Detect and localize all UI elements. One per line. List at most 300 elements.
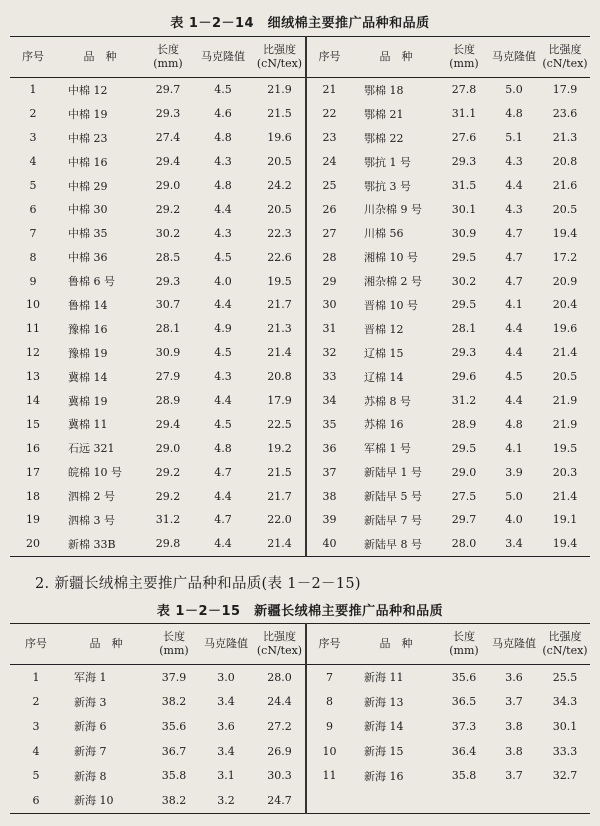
cell-length: 29.8 — [144, 532, 192, 556]
table-row — [10, 126, 590, 150]
cell-variety: 苏棉 8 号 — [364, 394, 411, 408]
cell-strength: 22.6 — [267, 250, 292, 264]
cell-variety: 鄂抗 3 号 — [364, 179, 411, 193]
cell-micronaire — [488, 788, 540, 813]
header-length: 长度 (mm) — [144, 37, 192, 78]
cell-micronaire: 4.8 — [505, 417, 523, 431]
cell-variety: 新海 14 — [364, 720, 404, 734]
table-row — [10, 197, 590, 221]
cell-length: 27.8 — [451, 83, 477, 97]
cell-length: 31.2 — [155, 513, 181, 527]
cell-strength: 19.4 — [552, 226, 578, 240]
cell-strength: 20.5 — [552, 202, 578, 216]
cell-no: 10 — [26, 298, 40, 312]
table-row — [10, 221, 590, 245]
cell-length: 36.5 — [451, 695, 477, 709]
cell-no: 34 — [306, 389, 352, 413]
header-no: 序号 — [10, 624, 62, 665]
cell-micronaire: 3.4 — [217, 744, 235, 758]
cell-variety: 新海 3 — [74, 695, 107, 709]
cell-micronaire: 3.4 — [217, 695, 235, 709]
table-row — [10, 690, 590, 715]
cell-no: 18 — [26, 489, 40, 503]
table-row — [10, 78, 590, 102]
cell-micronaire: 4.4 — [505, 179, 523, 192]
cell-length: 27.6 — [451, 131, 477, 145]
cell-variety: 晋棉 12 — [364, 322, 404, 336]
cell-variety: 湘棉 10 号 — [364, 251, 418, 265]
cell-variety: 军海 1 — [74, 671, 107, 685]
table-row — [10, 269, 590, 293]
cell-strength: 20.8 — [267, 370, 292, 384]
cell-no: 2 — [32, 695, 40, 709]
cell-no: 8 — [29, 250, 37, 264]
header-no: 序号 — [306, 37, 352, 78]
header-strength: 比强度 (cN/tex) — [540, 37, 590, 78]
header-variety: 品 种 — [352, 37, 440, 78]
table-row — [10, 532, 590, 556]
cell-length: 31.5 — [451, 179, 477, 192]
cell-variety: 中棉 23 — [68, 131, 108, 145]
section-heading: 2. 新疆长绒棉主要推广品种和品质(表 1－2－15) — [35, 576, 361, 592]
cell-strength: 19.1 — [552, 513, 578, 527]
cell-no: 17 — [26, 465, 40, 479]
table-15 — [10, 623, 590, 814]
cell-length: 29.5 — [451, 441, 477, 455]
cell-no: 19 — [26, 513, 40, 527]
cell-micronaire: 4.0 — [214, 274, 232, 288]
cell-no: 2 — [29, 107, 37, 121]
cell-micronaire: 4.5 — [214, 250, 232, 264]
cell-length: 30.9 — [451, 226, 477, 240]
cell-variety: 石远 321 — [68, 442, 115, 456]
header-strength: 比强度 (cN/tex) — [254, 624, 306, 665]
cell-strength: 20.5 — [267, 155, 292, 169]
table-14-header-row — [10, 37, 590, 78]
table-row — [10, 389, 590, 413]
table-row — [10, 174, 590, 198]
cell-no: 7 — [29, 226, 37, 240]
cell-strength: 26.9 — [267, 744, 292, 758]
cell-strength: 30.3 — [267, 769, 292, 783]
cell-variety: 中棉 35 — [68, 227, 108, 241]
cell-variety: 鲁棉 6 号 — [68, 275, 115, 289]
cell-variety: 冀棉 11 — [68, 418, 108, 432]
cell-strength: 21.3 — [267, 322, 292, 336]
cell-strength: 23.6 — [552, 107, 578, 121]
cell-strength: 33.3 — [552, 744, 578, 758]
cell-micronaire: 3.0 — [217, 670, 235, 684]
cell-length: 29.5 — [451, 250, 477, 264]
cell-length: 30.1 — [451, 202, 477, 216]
cell-length: 36.7 — [161, 744, 187, 758]
table-row — [10, 484, 590, 508]
cell-no: 1 — [32, 670, 40, 684]
header-no: 序号 — [10, 37, 56, 78]
cell-micronaire: 4.4 — [214, 489, 232, 503]
cell-variety: 新棉 33B — [56, 532, 144, 556]
cell-variety: 豫棉 16 — [68, 322, 108, 336]
cell-variety: 新陆早 8 号 — [352, 532, 440, 556]
cell-micronaire: 4.3 — [505, 155, 523, 169]
cell-micronaire: 4.5 — [214, 417, 232, 431]
cell-strength: 20.9 — [552, 274, 578, 288]
cell-no: 38 — [306, 484, 352, 508]
cell-no: 1 — [29, 83, 37, 97]
header-strength: 比强度 (cN/tex) — [254, 37, 306, 78]
cell-strength: 19.6 — [552, 322, 578, 336]
cell-length: 29.4 — [155, 417, 181, 431]
cell-no: 31 — [306, 317, 352, 341]
cell-micronaire: 4.3 — [505, 202, 523, 216]
cell-no: 4 — [29, 155, 37, 169]
cell-strength: 21.4 — [267, 346, 292, 360]
table-row — [10, 245, 590, 269]
cell-micronaire: 4.4 — [192, 532, 254, 556]
cell-strength: 27.2 — [267, 719, 292, 733]
cell-no: 40 — [306, 532, 352, 556]
cell-strength: 21.3 — [552, 131, 578, 145]
cell-length: 31.2 — [451, 394, 477, 408]
cell-micronaire: 4.7 — [505, 226, 523, 240]
table-row — [10, 788, 590, 813]
cell-micronaire: 4.4 — [505, 346, 523, 360]
cell-strength: 21.5 — [267, 107, 292, 121]
cell-length — [440, 788, 488, 813]
cell-variety: 鄂棉 22 — [364, 131, 404, 145]
table-row — [10, 341, 590, 365]
cell-strength: 19.5 — [552, 441, 578, 455]
cell-strength: 19.6 — [267, 131, 292, 145]
cell-variety: 新海 16 — [364, 769, 404, 783]
cell-length: 28.5 — [155, 250, 181, 264]
cell-no: 20 — [10, 532, 56, 556]
cell-no: 23 — [306, 126, 352, 150]
cell-strength: 19.5 — [267, 274, 292, 288]
cell-strength: 21.6 — [552, 179, 578, 192]
table-14-caption: 表 1－2－14 细绒棉主要推广品种和品质 — [170, 16, 430, 31]
cell-strength: 32.7 — [552, 769, 578, 783]
cell-no: 22 — [306, 102, 352, 126]
cell-variety: 鄂抗 1 号 — [364, 155, 411, 169]
cell-no: 33 — [306, 365, 352, 389]
cell-micronaire: 3.7 — [505, 695, 523, 709]
cell-length: 29.7 — [451, 513, 477, 527]
cell-no: 36 — [306, 436, 352, 460]
table-row — [10, 365, 590, 389]
cell-no: 25 — [306, 174, 352, 198]
cell-variety: 晋棉 10 号 — [364, 298, 418, 312]
cell-micronaire: 4.5 — [505, 370, 523, 384]
cell-no: 12 — [26, 346, 40, 360]
cell-length: 37.9 — [161, 670, 187, 684]
cell-strength: 20.3 — [552, 465, 578, 479]
cell-micronaire: 3.9 — [505, 465, 523, 479]
cell-micronaire: 4.5 — [214, 346, 232, 360]
cell-micronaire: 3.4 — [488, 532, 540, 556]
cell-strength: 28.0 — [267, 670, 292, 684]
cell-no: 5 — [29, 179, 37, 192]
cell-no: 16 — [26, 441, 40, 455]
cell-length: 35.6 — [451, 670, 477, 684]
cell-length: 28.9 — [155, 394, 181, 408]
cell-no: 11 — [306, 763, 352, 788]
cell-strength: 21.5 — [267, 465, 292, 479]
cell-length: 29.2 — [155, 489, 181, 503]
cell-variety: 中棉 36 — [68, 251, 108, 265]
table-15-header-row — [10, 624, 590, 665]
cell-strength: 21.4 — [552, 489, 578, 503]
cell-variety: 川棉 56 — [364, 227, 404, 241]
table-15-caption: 表 1－2－15 新疆长绒棉主要推广品种和品质 — [156, 604, 444, 619]
header-length: 长度 (mm) — [440, 624, 488, 665]
cell-micronaire: 4.4 — [214, 298, 232, 312]
cell-variety: 新海 6 — [74, 720, 107, 734]
cell-no: 9 — [306, 714, 352, 739]
header-micronaire: 马克隆值 — [488, 624, 540, 665]
cell-length: 29.3 — [155, 274, 181, 288]
cell-strength: 20.4 — [552, 298, 578, 312]
cell-length: 27.4 — [155, 131, 181, 145]
cell-length: 35.8 — [161, 769, 187, 783]
header-length: 长度 (mm) — [150, 624, 198, 665]
table-row — [10, 460, 590, 484]
cell-variety: 辽棉 15 — [364, 346, 404, 360]
table-row — [10, 412, 590, 436]
cell-length: 30.2 — [155, 226, 181, 240]
cell-length: 28.9 — [451, 417, 477, 431]
cell-no: 30 — [306, 293, 352, 317]
cell-variety: 中棉 12 — [68, 83, 108, 97]
cell-micronaire: 4.8 — [505, 107, 523, 121]
cell-no: 5 — [32, 769, 40, 783]
cell-no: 10 — [306, 739, 352, 764]
cell-micronaire: 4.7 — [505, 274, 523, 288]
cell-strength: 21.9 — [267, 83, 292, 97]
cell-no: 3 — [29, 131, 37, 145]
header-strength: 比强度 (cN/tex) — [540, 624, 590, 665]
cell-length: 29.2 — [155, 465, 181, 479]
cell-strength: 19.2 — [267, 441, 292, 455]
cell-micronaire: 4.7 — [214, 513, 232, 527]
cell-variety: 新海 8 — [74, 769, 107, 783]
header-variety: 品 种 — [352, 624, 440, 665]
cell-micronaire: 4.4 — [505, 322, 523, 336]
table-row — [10, 665, 590, 690]
cell-strength: 30.1 — [552, 719, 578, 733]
cell-variety: 苏棉 16 — [364, 418, 404, 432]
cell-no: 11 — [26, 322, 40, 336]
cell-variety: 新海 7 — [74, 745, 107, 759]
cell-no: 26 — [306, 197, 352, 221]
cell-variety: 辽棉 14 — [364, 370, 404, 384]
cell-micronaire: 4.1 — [505, 298, 523, 312]
cell-strength: 22.5 — [267, 417, 292, 431]
table-row — [10, 150, 590, 174]
header-micronaire: 马克隆值 — [488, 37, 540, 78]
cell-no — [306, 788, 352, 813]
cell-length: 29.0 — [451, 465, 477, 479]
cell-no: 15 — [26, 417, 40, 431]
cell-variety: 中棉 29 — [68, 179, 108, 193]
cell-length: 27.9 — [155, 370, 181, 384]
table-row — [10, 102, 590, 126]
table-row — [10, 317, 590, 341]
cell-variety: 冀棉 19 — [68, 394, 108, 408]
table-row — [10, 436, 590, 460]
cell-micronaire: 4.3 — [214, 226, 232, 240]
cell-length: 29.2 — [155, 202, 181, 216]
cell-variety: 中棉 16 — [68, 155, 108, 169]
cell-no: 6 — [29, 202, 37, 216]
cell-length: 28.1 — [451, 322, 477, 336]
cell-length: 29.5 — [451, 298, 477, 312]
cell-micronaire: 4.8 — [214, 441, 232, 455]
cell-length: 29.3 — [451, 346, 477, 360]
cell-variety: 鲁棉 14 — [68, 298, 108, 312]
cell-length: 37.3 — [451, 719, 477, 733]
cell-no: 21 — [306, 78, 352, 102]
cell-micronaire: 4.0 — [505, 513, 523, 527]
cell-strength: 24.2 — [267, 179, 292, 192]
cell-micronaire: 4.7 — [505, 250, 523, 264]
cell-length: 29.6 — [451, 370, 477, 384]
cell-length: 30.2 — [451, 274, 477, 288]
cell-micronaire: 4.6 — [214, 107, 232, 121]
cell-length: 36.4 — [451, 744, 477, 758]
cell-no: 39 — [306, 508, 352, 532]
cell-strength: 22.3 — [267, 226, 292, 240]
cell-micronaire: 4.8 — [214, 179, 232, 192]
cell-strength: 20.5 — [552, 370, 578, 384]
cell-variety: 冀棉 14 — [68, 370, 108, 384]
cell-micronaire: 3.7 — [505, 769, 523, 783]
cell-no: 6 — [10, 788, 62, 813]
cell-micronaire: 3.6 — [505, 670, 523, 684]
cell-variety: 新陆早 1 号 — [364, 466, 422, 480]
cell-strength: 25.5 — [552, 670, 578, 684]
cell-variety: 湘杂棉 2 号 — [364, 275, 422, 289]
cell-strength: 21.7 — [267, 489, 292, 503]
cell-no: 9 — [29, 274, 37, 288]
cell-no: 3 — [32, 719, 40, 733]
cell-micronaire: 4.5 — [214, 83, 232, 97]
cell-micronaire: 4.9 — [214, 322, 232, 336]
cell-length: 30.7 — [155, 298, 181, 312]
cell-no: 27 — [306, 221, 352, 245]
cell-strength: 17.2 — [552, 250, 578, 264]
cell-strength: 21.9 — [552, 417, 578, 431]
cell-no: 35 — [306, 412, 352, 436]
cell-length: 29.4 — [155, 155, 181, 169]
cell-no: 8 — [306, 690, 352, 715]
cell-micronaire: 3.2 — [198, 788, 254, 813]
cell-length: 30.9 — [155, 346, 181, 360]
cell-strength: 19.4 — [540, 532, 590, 556]
cell-no: 28 — [306, 245, 352, 269]
header-variety: 品 种 — [56, 37, 144, 78]
cell-length: 38.2 — [161, 695, 187, 709]
table-row — [10, 763, 590, 788]
cell-variety: 泗棉 3 号 — [68, 513, 115, 527]
cell-micronaire: 4.4 — [505, 394, 523, 408]
cell-variety: 新陆早 7 号 — [364, 513, 422, 527]
cell-length: 31.1 — [451, 107, 477, 121]
cell-micronaire: 5.1 — [505, 131, 523, 145]
cell-variety: 鄂棉 18 — [364, 83, 404, 97]
cell-no: 4 — [32, 744, 40, 758]
cell-length: 27.5 — [451, 489, 477, 503]
cell-length: 29.0 — [155, 179, 181, 192]
cell-variety: 川杂棉 9 号 — [364, 203, 422, 217]
cell-micronaire: 5.0 — [505, 83, 523, 97]
cell-micronaire: 4.4 — [214, 394, 232, 408]
cell-variety: 新海 13 — [364, 695, 404, 709]
cell-length: 35.8 — [451, 769, 477, 783]
cell-micronaire: 4.1 — [505, 441, 523, 455]
cell-strength: 17.9 — [552, 83, 578, 97]
cell-variety: 鄂棉 21 — [364, 107, 404, 121]
cell-micronaire: 5.0 — [505, 489, 523, 503]
cell-variety: 军棉 1 号 — [364, 442, 411, 456]
cell-variety: 中棉 30 — [68, 203, 108, 217]
cell-strength: 17.9 — [267, 394, 292, 408]
cell-micronaire: 4.7 — [214, 465, 232, 479]
table-row — [10, 293, 590, 317]
cell-micronaire: 4.8 — [214, 131, 232, 145]
header-micronaire: 马克隆值 — [198, 624, 254, 665]
cell-variety: 新陆早 5 号 — [364, 490, 422, 504]
cell-micronaire: 3.8 — [505, 744, 523, 758]
cell-variety: 皖棉 10 号 — [68, 466, 122, 480]
cell-variety: 新海 11 — [364, 671, 404, 685]
cell-strength: 21.7 — [267, 298, 292, 312]
cell-variety: 泗棉 2 号 — [68, 490, 115, 504]
cell-micronaire: 4.4 — [214, 202, 232, 216]
header-length: 长度 (mm) — [440, 37, 488, 78]
cell-no: 13 — [26, 370, 40, 384]
cell-micronaire: 4.3 — [214, 370, 232, 384]
cell-length: 28.0 — [440, 532, 488, 556]
header-variety: 品 种 — [62, 624, 150, 665]
cell-length: 29.3 — [451, 155, 477, 169]
cell-variety: 豫棉 19 — [68, 346, 108, 360]
cell-no: 37 — [306, 460, 352, 484]
table-row — [10, 508, 590, 532]
cell-length: 29.0 — [155, 441, 181, 455]
cell-micronaire: 3.8 — [505, 719, 523, 733]
cell-strength: 20.5 — [267, 202, 292, 216]
cell-strength — [540, 788, 590, 813]
cell-micronaire: 3.6 — [217, 719, 235, 733]
cell-strength: 20.8 — [552, 155, 578, 169]
cell-strength: 21.9 — [552, 394, 578, 408]
cell-strength: 21.4 — [254, 532, 306, 556]
cell-no: 14 — [26, 394, 40, 408]
table-row — [10, 714, 590, 739]
header-micronaire: 马克隆值 — [192, 37, 254, 78]
cell-strength: 24.7 — [254, 788, 306, 813]
table-row — [10, 739, 590, 764]
cell-strength: 24.4 — [267, 695, 292, 709]
cell-micronaire: 3.1 — [217, 769, 235, 783]
cell-length: 38.2 — [150, 788, 198, 813]
cell-strength: 34.3 — [552, 695, 578, 709]
cell-variety — [352, 788, 440, 813]
cell-strength: 22.0 — [267, 513, 292, 527]
cell-no: 24 — [306, 150, 352, 174]
cell-length: 29.3 — [155, 107, 181, 121]
